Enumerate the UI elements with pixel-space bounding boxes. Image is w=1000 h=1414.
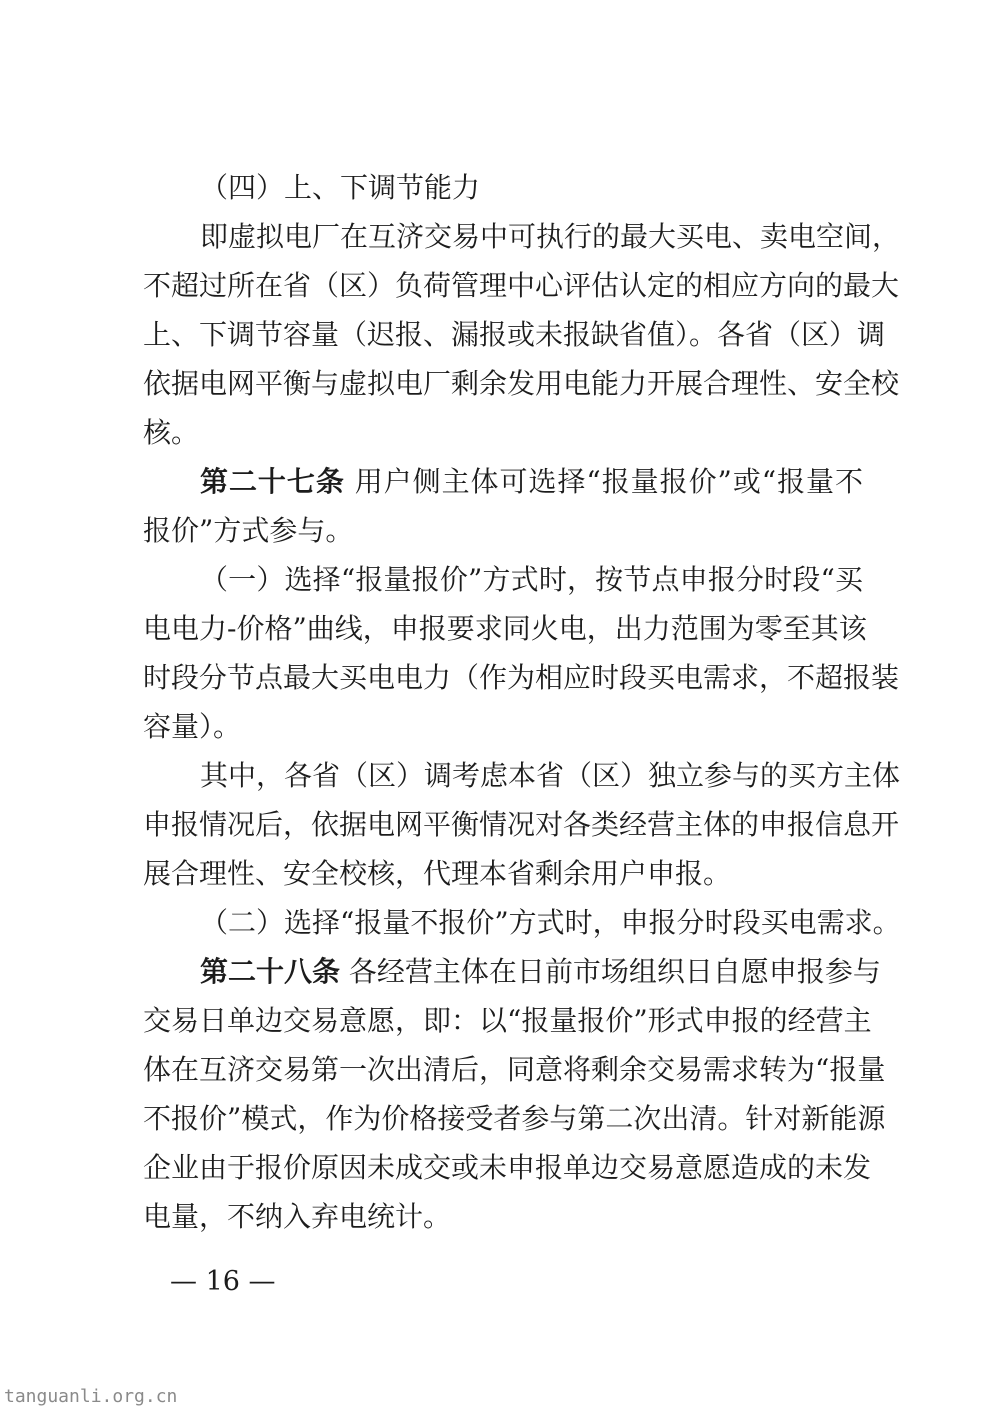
item-1-line-3: 时段分节点最大买电电力（作为相应时段买电需求，不超报装	[143, 661, 900, 694]
item-1-note-line-1: 其中，各省（区）调考虑本省（区）独立参与的买方主体	[200, 759, 901, 792]
article-28-line-2: 交易日单边交易意愿，即：以“报量报价”形式申报的经营主	[143, 1004, 872, 1037]
article-28-line-1	[200, 952, 881, 992]
item-2-line: （二）选择“报量不报价”方式时，申报分时段买电需求。	[200, 906, 901, 939]
item-1-line-1: （一）选择“报量报价”方式时，按节点申报分时段“买	[200, 563, 863, 596]
section-4-line-1: 即虚拟电厂在互济交易中可执行的最大买电、卖电空间，	[200, 220, 901, 253]
section-4-heading: （四）上、下调节能力	[200, 171, 481, 204]
section-4-line-4: 依据电网平衡与虚拟电厂剩余发用电能力开展合理性、安全校	[143, 367, 900, 400]
article-28-line-4: 不报价”模式，作为价格接受者参与第二次出清。针对新能源	[143, 1102, 886, 1135]
article-27-line-1	[200, 462, 863, 502]
article-28-line-5: 企业由于报价原因未成交或未申报单边交易意愿造成的未发	[143, 1151, 872, 1184]
article-27-line-2: 报价”方式参与。	[143, 514, 354, 547]
page-number: — 16 —	[170, 1266, 276, 1297]
article-28-text: 各经营主体在日前市场组织日自愿申报参与	[348, 955, 881, 988]
article-28-line-6: 电量，不纳入弃电统计。	[143, 1200, 452, 1233]
item-1-line-2: 电电力-价格”曲线，申报要求同火电，出力范围为零至其该	[143, 612, 867, 645]
section-4-line-2: 不超过所在省（区）负荷管理中心评估认定的相应方向的最大	[143, 269, 900, 302]
item-1-note-line-3: 展合理性、安全校核，代理本省剩余用户申报。	[143, 857, 732, 890]
section-4-line-5: 核。	[143, 416, 200, 449]
watermark-text: tanguanli.org.cn	[4, 1386, 178, 1407]
article-27-label: 第二十七条	[200, 465, 345, 498]
item-1-line-4: 容量）。	[143, 710, 242, 743]
section-4-line-3: 上、下调节容量（迟报、漏报或未报缺省值）。各省（区）调	[143, 318, 886, 351]
article-27-text: 用户侧主体可选择“报量报价”或“报量不	[354, 465, 863, 498]
article-28-label: 第二十八条	[200, 955, 341, 988]
article-28-line-3: 体在互济交易第一次出清后，同意将剩余交易需求转为“报量	[143, 1053, 886, 1086]
item-1-note-line-2: 申报情况后，依据电网平衡情况对各类经营主体的申报信息开	[143, 808, 900, 841]
